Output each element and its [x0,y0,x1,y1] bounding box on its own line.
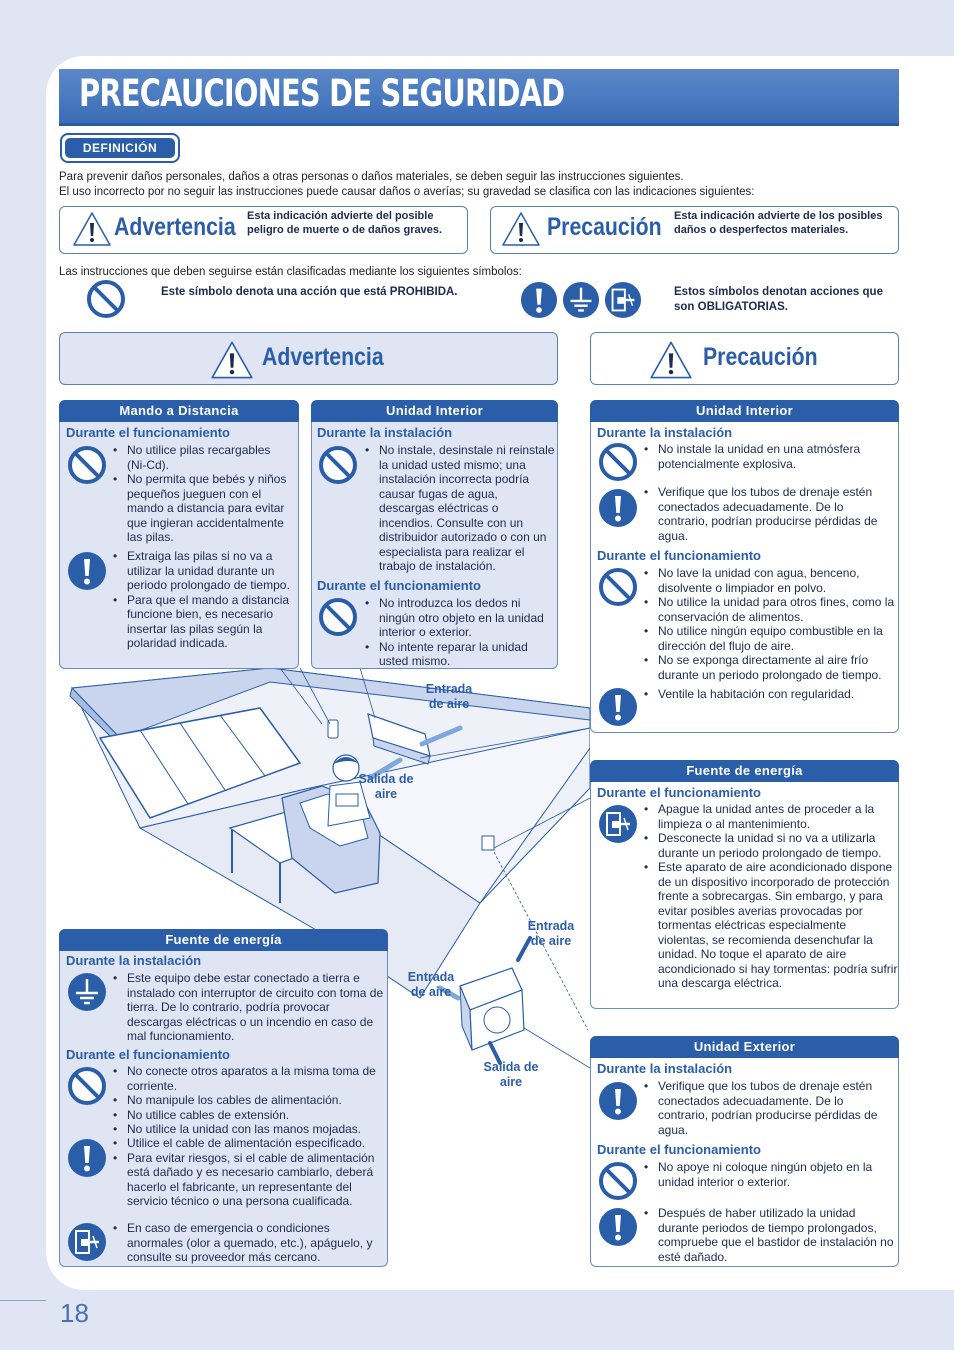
mandatory-icon [67,551,107,591]
list-item: • Para que el mando a distancia funcione bien, es necesario insertar las pilas según la polaridad indicada. [113,593,293,651]
prohibited-icon [598,442,638,482]
warning-section-label: Advertencia [262,343,384,371]
list-item: • Verifique que los tubos de drenaje estén conectados adecuadamente. De lo contrario, podrían producirse pérdidas de agua. [644,1079,896,1137]
unplug-icon [598,804,638,844]
air-label-inlet-indoor: Entrada de aire [425,682,473,711]
list-item: • No introduzca los dedos ni ningún otro objeto en la unidad interior o exterior. [365,596,555,640]
indoor-warning-subheading-operation: Durante el funcionamiento [317,578,481,593]
power-warning-list-emergency [113,1221,385,1265]
ground-icon [562,281,600,319]
page-title: PRECAUCIONES DE SEGURIDAD [79,72,565,115]
indoor-caution-list-installation-prohibited [644,442,896,471]
air-label-outlet-indoor: Salida de aire [358,772,414,801]
list-item: • No permita que bebés y niños pequeños jueguen con el mando a distancia para evitar que ingieran accidentalmente las pilas. [113,472,293,545]
indoor-unit-caution-panel [590,400,899,733]
power-warning-list-prohibited [113,1064,385,1137]
intro-text [59,170,899,200]
list-item: • Utilice el cable de alimentación especificado. [113,1136,385,1151]
indoor-warning-list-operation [365,596,555,669]
caution-triangle-icon [501,211,541,247]
definition-warning-text: Esta indicación advierte del posible peligro de muerte o de daños graves. [247,210,442,236]
definition-caution-box [490,206,899,254]
ground-icon [67,972,107,1012]
indoor-caution-subheading-installation: Durante la instalación [597,425,733,440]
indoor-caution-list-ventilation [644,687,896,702]
power-warning-subheading-operation: Durante el funcionamiento [66,1047,230,1062]
title-bar [59,69,899,126]
unplug-icon [67,1222,107,1262]
mandatory-icon [598,1081,638,1121]
outdoor-caution-subheading-operation: Durante el funcionamiento [597,1142,761,1157]
power-warning-subheading-installation: Durante la instalación [66,953,202,968]
outdoor-caution-subheading-installation: Durante la instalación [597,1061,733,1076]
indoor-caution-list-installation-mandatory [644,485,896,543]
indoor-unit-warning-panel [311,400,558,669]
mandatory-icon [598,1207,638,1247]
remote-list-prohibited [113,443,293,545]
indoor-warning-panel-header: Unidad Interior [311,400,558,422]
remote-list-mandatory [113,549,293,651]
indoor-warning-list-installation [365,443,555,574]
list-item: • Para evitar riesgos, si el cable de alimentación está dañado y es necesario cambiarlo, deberá hacerlo el fabricante, un representante del servicio técnico o una persona cualificada. [113,1151,385,1209]
list-item: • Extraiga las pilas si no va a utilizar la unidad durante un periodo prolongado de tiempo. [113,549,293,593]
definition-caution-text: Esta indicación advierte de los posibles daños o desperfectos materiales. [674,210,883,236]
warning-triangle-icon [210,340,254,380]
indoor-caution-subheading-operation: Durante el funcionamiento [597,548,761,563]
prohibited-icon [598,1161,638,1201]
list-item: • No instale, desinstale ni reinstale la unidad usted mismo; una instalación incorrecta podría causar fugas de agua, descargas eléctricas o incendios. Consulte con un distribuidor autorizado o con un especialista para realizar el trabajo de instalación. [365,443,555,574]
prohibited-symbol-text: Este símbolo denota una acción que está PROHIBIDA. [161,286,458,298]
list-item: • No utilice ningún equipo combustible en la dirección del flujo de aire. [644,624,898,653]
list-item: • Este equipo debe estar conectado a tierra e instalado con interruptor de circuito con toma de tierra. De lo contrario, podría provocar descargas eléctricas o un incendio en caso de mal funcionamiento. [113,971,385,1044]
air-label-inlet-outdoor-top: Entrada de aire [527,919,575,948]
power-caution-subheading-operation: Durante el funcionamiento [597,785,761,800]
list-item: • No intente reparar la unidad usted mismo. [365,640,555,669]
page-rule [0,1300,46,1301]
symbols-intro: Las instrucciones que deben seguirse están clasificadas mediante los siguientes símbolos: [59,266,522,278]
intro-line-2: El uso incorrecto por no seguir las instrucciones puede causar daños o averías; su gravedad se clasifica con las indicaciones siguientes: [59,186,755,198]
list-item: • En caso de emergencia o condiciones anormales (olor a quemado, etc.), apáguelo, y consulte su proveedor más cercano. [113,1221,385,1265]
definition-tag-label: DEFINICIÓN [65,138,175,158]
indoor-warning-subheading-installation: Durante la instalación [317,425,453,440]
remote-panel-header: Mando a Distancia [59,400,299,422]
caution-section-header [590,332,899,385]
power-warning-list-mandatory [113,1136,385,1209]
prohibited-icon [67,1066,107,1106]
page-number: 18 [60,1298,89,1328]
outdoor-caution-list-installation [644,1079,896,1137]
list-item: • Este aparato de aire acondicionado dispone de un dispositivo incorporado de protección frente a sobrecargas. Sin embargo, y para evitar posibles averias provocadas por tormentas eléctricas especialmente violentas, se recomienda desenchufar la unidad. No toque el aparato de aire acondicionado si hay tormentas: podría sufrir una descarga eléctrica. [644,860,898,991]
mandatory-icon [520,281,558,319]
power-warning-panel-header: Fuente de energía [59,929,388,951]
intro-line-1: Para prevenir daños personales, daños a otras personas o daños materiales, se deben seguir las instrucciones siguientes. [59,171,684,183]
list-item: • No conecte otros aparatos a la misma toma de corriente. [113,1064,385,1093]
mandatory-icon [598,687,638,727]
list-item: • Después de haber utilizado la unidad durante periodos de tiempo prolongados, compruebe que el bastidor de instalación no esté dañado. [644,1206,896,1264]
air-label-outlet-outdoor: Salida de aire [483,1060,539,1089]
list-item: • No lave la unidad con agua, benceno, disolvente o limpiador en polvo. [644,566,898,595]
power-supply-caution-panel [590,760,899,1009]
warning-triangle-icon [72,211,112,247]
list-item: • No utilice pilas recargables (Ni-Cd). [113,443,293,472]
caution-section-label: Precaución [703,343,818,371]
prohibited-icon [598,567,638,607]
definition-tag [60,133,180,163]
mandatory-symbol-text: Estos símbolos denotan acciones que son OBLIGATORIAS. [674,286,883,313]
power-warning-list-installation [113,971,385,1044]
outdoor-caution-list-prohibited [644,1160,896,1189]
prohibited-icon [318,445,358,485]
remote-control-panel [59,400,299,669]
list-item: • No instale la unidad en una atmósfera potencialmente explosiva. [644,442,896,471]
power-caution-panel-header: Fuente de energía [590,760,899,782]
outdoor-caution-panel-header: Unidad Exterior [590,1036,899,1058]
caution-triangle-icon [649,340,693,380]
list-item: • No utilice cables de extensión. [113,1108,385,1123]
indoor-caution-list-operation-prohibited [644,566,898,682]
list-item: • No manipule los cables de alimentación. [113,1093,385,1108]
air-label-inlet-outdoor-side: Entrada de aire [407,970,455,999]
power-supply-warning-panel [59,929,388,1267]
list-item: • Verifique que los tubos de drenaje estén conectados adecuadamente. De lo contrario, podrían producirse pérdidas de agua. [644,485,896,543]
outdoor-caution-list-mandatory [644,1206,896,1264]
indoor-caution-panel-header: Unidad Interior [590,400,899,422]
list-item: • No utilice la unidad para otros fines, como la conservación de alimentos. [644,595,898,624]
prohibited-icon [86,279,126,319]
mandatory-icon [67,1138,107,1178]
list-item: • No utilice la unidad con las manos mojadas. [113,1122,385,1137]
definition-warning-label: Advertencia [114,213,236,241]
prohibited-icon [67,445,107,485]
unplug-icon [604,281,642,319]
list-item: • No se exponga directamente al aire frío durante un periodo prolongado de tiempo. [644,653,898,682]
list-item: • Ventile la habitación con regularidad. [644,687,896,702]
remote-subheading-operation: Durante el funcionamiento [66,425,230,440]
definition-caution-label: Precaución [547,213,662,241]
mandatory-icon [598,488,638,528]
list-item: • Apague la unidad antes de proceder a la limpieza o al mantenimiento. [644,802,898,831]
outdoor-unit-caution-panel [590,1036,899,1267]
warning-section-header [59,332,558,385]
list-item: • No apoye ni coloque ningún objeto en la unidad interior o exterior. [644,1160,896,1189]
power-caution-list-operation [644,802,898,991]
list-item: • Desconecte la unidad si no va a utilizarla durante un periodo prolongado de tiempo. [644,831,898,860]
prohibited-icon [318,597,358,637]
definition-warning-box [59,206,468,254]
